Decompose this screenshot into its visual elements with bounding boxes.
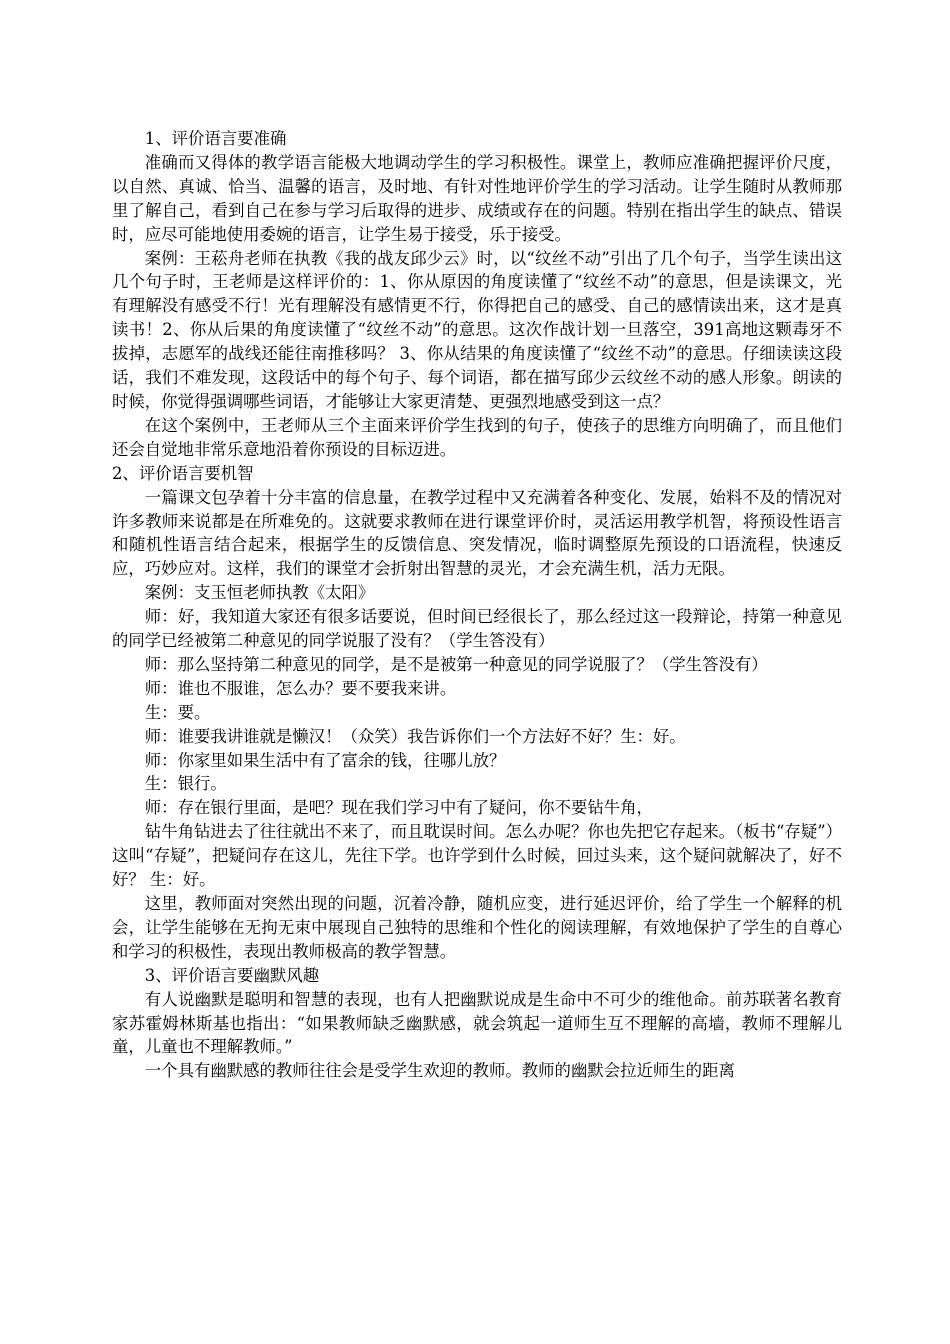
paragraph: 案例：支玉恒老师执教《太阳》	[144, 583, 375, 603]
heading-accuracy: 1、评价语言要准确	[144, 129, 287, 148]
dialogue-line: 生：要。	[144, 702, 211, 722]
heading-humor: 3、评价语言要幽默风趣	[144, 965, 320, 985]
dialogue-line: 师：那么坚持第二种意见的同学，是不是被第一种意见的同学说服了？（学生答没有）	[144, 654, 768, 674]
heading-wit: 2、评价语言要机智	[112, 463, 254, 483]
paragraph: 这里，教师面对突然出现的问题，沉着冷静，随机应变，进行延迟评价，给了学生一个解释的机会，让学生能够在无拘无束中展现自己独特的思维和个性化的阅读理解，有效地保护了学生的自尊心和学习的积极性，表现出教师极高的教学智慧。	[112, 894, 842, 961]
dialogue-line: 师：你家里如果生活中有了富余的钱，往哪儿放？	[144, 750, 506, 770]
dialogue-line: 生：银行。	[144, 774, 227, 794]
paragraph: 一篇课文包孕着十分丰富的信息量，在教学过程中又充满着各种变化、发展，始料不及的情况对许多教师来说都是在所难免的。这就要求教师在进行课堂评价时，灵活运用教学机智，将预设性语言和随机性语言结合起来，根据学生的反馈信息、突发情况，临时调整原先预设的口语流程，快速反应，巧妙应对。这样，我们的课堂才会折射出智慧的灵光，才会充满生机，活力无限。	[112, 487, 842, 579]
dialogue-line: 师：好，我知道大家还有很多话要说，但时间已经很长了，那么经过这一段辩论，持第一种意见的同学已经被第二种意见的同学说服了没有？（学生答没有）	[112, 607, 842, 651]
paragraph: 一个具有幽默感的教师往往会是受学生欢迎的教师。教师的幽默会拉近师生的距离	[144, 1061, 735, 1081]
dialogue-line: 钻牛角钻进去了往往就出不来了，而且耽误时间。怎么办呢？你也先把它存起来。（板书“存疑”）这叫“存疑”，把疑问存在这儿，先往下学。也许学到什么时候，回过头来，这个疑问就解决了，好不好？ 生：好。	[112, 822, 842, 890]
paragraph: 有人说幽默是聪明和智慧的表现，也有人把幽默说成是生命中不可少的维他命。前苏联著名教育家苏霍姆林斯基也指出：“如果教师缺乏幽默感，就会筑起一道师生互不理解的高墙，教师不理解儿童，儿童也不理解教师。”	[112, 989, 842, 1057]
dialogue-line: 师：谁也不服谁，怎么办？要不要我来讲。	[144, 678, 457, 698]
paragraph: 在这个案例中，王老师从三个主面来评价学生找到的句子，使孩子的思维方向明确了，而且他们还会自觉地非常乐意地沿着你预设的目标迈进。	[112, 415, 842, 459]
document-body	[112, 127, 842, 1083]
paragraph: 准确而又得体的教学语言能极大地调动学生的学习积极性。课堂上，教师应准确把握评价尺度，以自然、真诚、恰当、温馨的语言，及时地、有针对性地评价学生的学习活动。让学生随时从教师那里了解自己，看到自己在参与学习后取得的进步、成绩或存在的问题。特别在指出学生的缺点、错误时，应尽可能地使用委婉的语言，让学生易于接受，乐于接受。	[112, 152, 842, 244]
dialogue-line: 师：存在银行里面，是吧？现在我们学习中有了疑问，你不要钻牛角，	[144, 798, 653, 818]
dialogue-line: 师：谁要我讲谁就是懒汉！（众笑）我告诉你们一个方法好不好？生：好。	[144, 726, 686, 746]
paragraph: 案例：王菘舟老师在执教《我的战友邱少云》时，以“纹丝不动”引出了几个句子，当学生读出这几个句子时，王老师是这样评价的：1、你从原因的角度读懂了“纹丝不动”的意思，但是读课文，光有理解没有感受不行！光有理解没有感情更不行，你得把自己的感受、自己的感情读出来，这才是真读书！2、你从后果的角度读懂了“纹丝不动”的意思。这次作战计划一旦落空，391高地这颗毒牙不拔掉，志愿军的战线还能往南推移吗？ 3、你从结果的角度读懂了“纹丝不动”的意思。仔细读读这段话，我们不难发现，这段话中的每个句子、每个词语，都在描写邱少云纹丝不动的感人形象。朗读的时候，你觉得强调哪些词语，才能够让大家更清楚、更强烈地感受到这一点？	[112, 248, 842, 411]
